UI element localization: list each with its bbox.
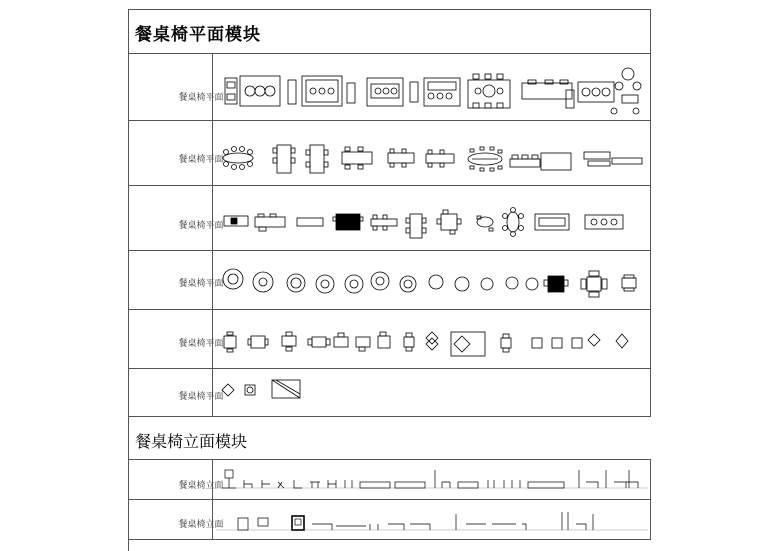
plan-row-4-blocks bbox=[223, 269, 636, 297]
plan-row-label: 餐桌椅平面 bbox=[178, 93, 224, 103]
plan-section-title: 餐桌椅平面模块 bbox=[135, 25, 261, 45]
plan-row-label: 餐桌椅平面 bbox=[178, 392, 224, 402]
plan-row-2-blocks bbox=[223, 145, 642, 173]
plan-row-label: 餐桌椅平面 bbox=[178, 155, 224, 165]
plan-row-5-blocks bbox=[224, 332, 628, 356]
plan-row-6-blocks bbox=[222, 380, 300, 398]
plan-row-label: 餐桌椅平面 bbox=[178, 339, 224, 349]
elevation-row-1-blocks bbox=[216, 470, 648, 488]
elevation-row-2-blocks bbox=[216, 512, 648, 530]
plan-row-1-blocks bbox=[225, 68, 641, 114]
plan-row-label: 餐桌椅平面 bbox=[178, 221, 224, 231]
elevation-row-label: 餐桌椅立面 bbox=[178, 520, 224, 530]
elevation-row-label: 餐桌椅立面 bbox=[178, 481, 224, 491]
plan-row-label: 餐桌椅平面 bbox=[178, 279, 224, 289]
plan-row-3-blocks bbox=[224, 208, 623, 239]
elevation-section-title: 餐桌椅立面模块 bbox=[135, 432, 248, 451]
